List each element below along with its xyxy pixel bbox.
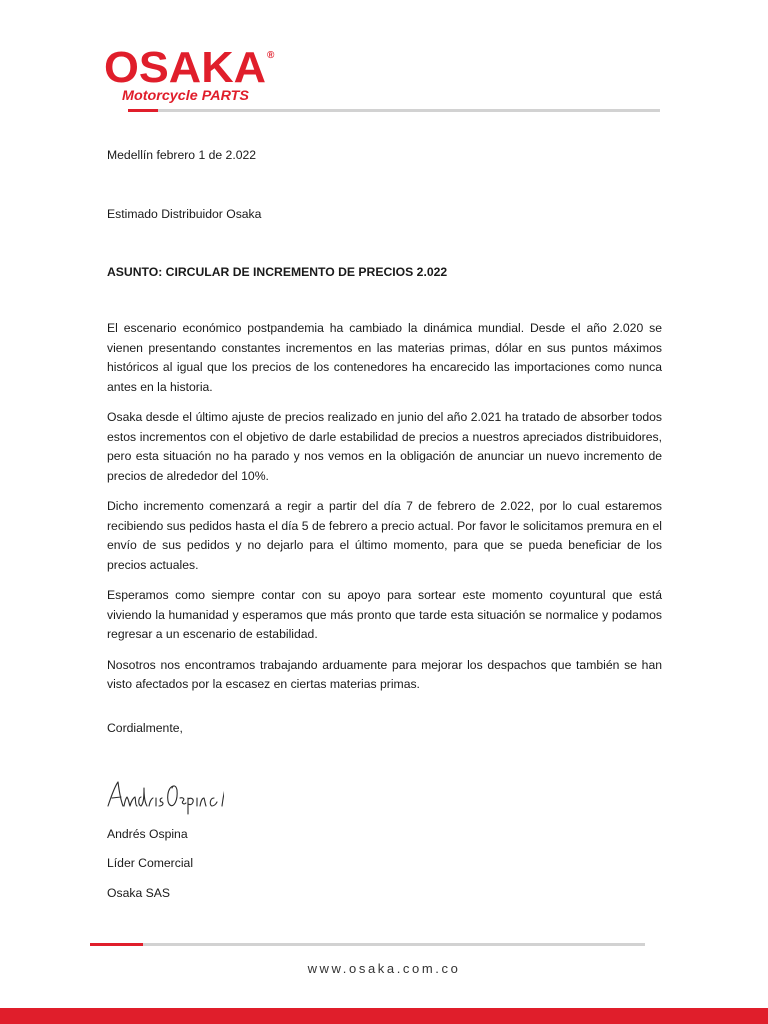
osaka-logo-graphic <box>104 44 280 106</box>
body-paragraph: El escenario económico postpandemia ha cambiado la dinámica mundial. Desde el año 2.020 se vienen presentando constantes incrementos en las materias primas, dólar en sus puntos máximos históricos al igual que los precios de los contenedores ha encarecido las importaciones como nunca antes en la historia. <box>107 321 662 394</box>
header-divider-accent <box>128 109 158 112</box>
signer-name: Andrés Ospina <box>107 827 188 841</box>
registered-mark: ® <box>267 50 275 61</box>
letter-body <box>107 319 662 706</box>
signature-graphic <box>104 776 224 818</box>
header-divider <box>128 109 660 112</box>
footer-divider-accent <box>90 943 143 946</box>
footer-band <box>0 1008 768 1024</box>
website-link[interactable]: www.osaka.com.co <box>307 961 461 976</box>
brand-wordmark: OSAKA <box>104 44 266 92</box>
subject-line: ASUNTO: CIRCULAR DE INCREMENTO DE PRECIOS 2.022 <box>107 265 448 279</box>
footer-divider <box>90 943 645 946</box>
salutation: Estimado Distribuidor Osaka <box>107 207 262 221</box>
body-paragraph: Nosotros nos encontramos trabajando arduamente para mejorar los despachos que también se han visto afectados por la escasez en ciertas materias primas. <box>107 657 662 691</box>
body-paragraph: Osaka desde el último ajuste de precios realizado en junio del año 2.021 ha tratado de absorber todos estos incrementos con el objetivo de darle estabilidad de precios a nuestros apreciados distribuidores, pero esta situación no ha parado y nos vemos en la obligación de anunciar un nuevo incremento de precios de alrededor del 10%. <box>107 410 662 483</box>
body-paragraph: Dicho incremento comenzará a regir a partir del día 7 de febrero de 2.022, por lo cual estaremos recibiendo sus pedidos hasta el día 5 de febrero a precio actual. Por favor le solicitamos premura en el envío de sus pedidos y no dejarlo para el último momento, para que se pueda beneficiar de los precios actuales. <box>107 499 662 572</box>
company-name: Osaka SAS <box>107 886 170 900</box>
date-line: Medellín febrero 1 de 2.022 <box>107 148 257 162</box>
body-paragraph: Esperamos como siempre contar con su apoyo para sortear este momento coyuntural que está viviendo la humanidad y esperamos que más pronto que tarde esta situación se normalice y podamos regresar a un escenario de estabilidad. <box>107 588 662 641</box>
osaka-logo <box>104 44 280 106</box>
closing: Cordialmente, <box>107 721 183 735</box>
brand-tagline: Motorcycle PARTS <box>122 88 249 103</box>
signer-title: Líder Comercial <box>107 856 194 870</box>
handwritten-signature <box>104 776 224 818</box>
